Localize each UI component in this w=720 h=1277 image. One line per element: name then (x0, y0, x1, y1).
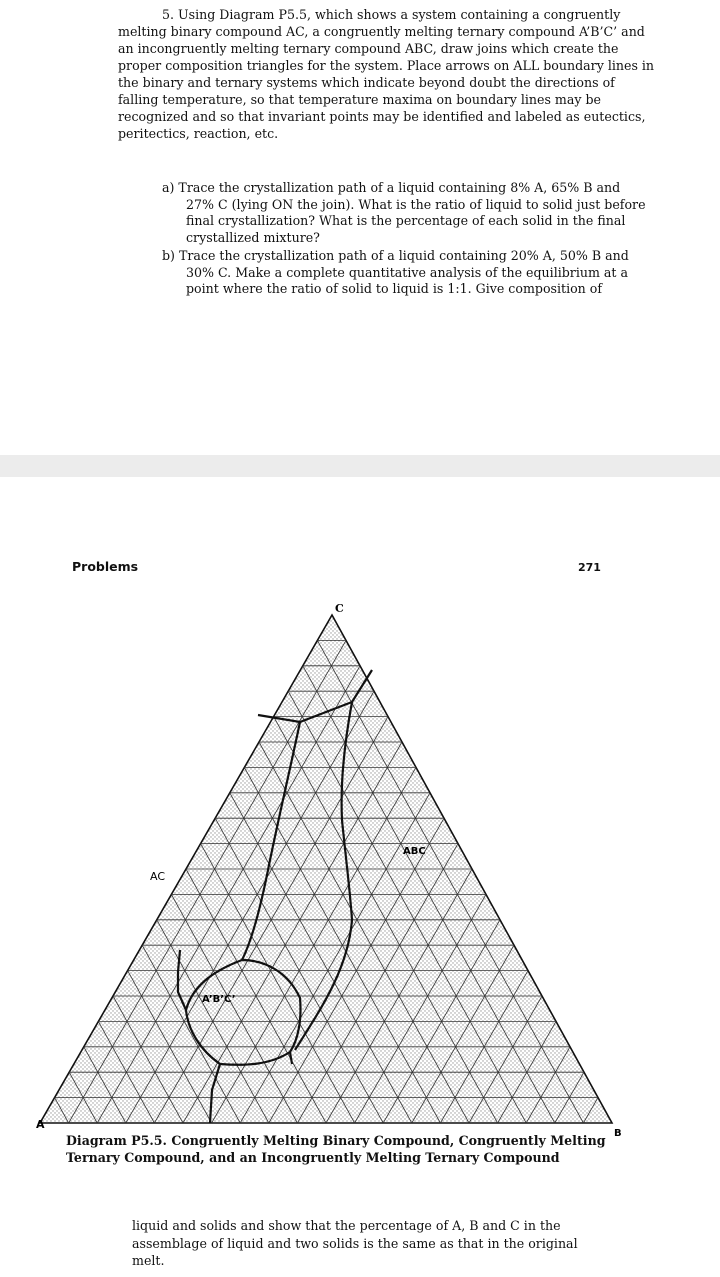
vertex-a-label: A (36, 1118, 45, 1131)
page-number: 271 (578, 561, 601, 574)
ternary-phase-diagram (0, 590, 720, 1150)
compound-ac-label: AC (150, 870, 166, 883)
continued-text (132, 1217, 582, 1270)
page-top (0, 0, 720, 455)
figure-caption: Diagram P5.5. Congruently Melting Binary Compound, Congruently Melting Ternary Compound, and an Incongruently Melting Ternary Compound (66, 1133, 606, 1165)
problem-statement (118, 6, 658, 142)
page-gap (0, 455, 720, 477)
compound-abc-prime-label: A’B’C’ (202, 994, 236, 1005)
running-header: Problems (72, 559, 139, 574)
vertex-c-label: C (335, 602, 344, 615)
problem-text: 5. Using Diagram P5.5, which shows a system containing a congruently melting binary compound AC, a congruently melting ternary compound A’B’C’ and an incongruently melting ternary compound ABC, draw joins which create the proper composition triangles for the system. Place arrows on ALL boundary lines in the binary and ternary systems which indicate beyond doubt the directions of falling temperature, so that temperature maxima on boundary lines may be recognized and so that invariant points may be identified and labeled as eutectics, peritectics, reaction, etc. (118, 7, 655, 141)
compound-abc-label: ABC (403, 846, 426, 857)
question-a: a) Trace the crystallization path of a liquid containing 8% A, 65% B and 27% C (lying ON the join). What is the ratio of liquid to solid just before final crystallization? What is the percentage of each solid in the final crystallized mixture? (162, 180, 646, 245)
vertex-b-label: B (614, 1128, 622, 1139)
question-b: b) Trace the crystallization path of a liquid containing 20% A, 50% B and 30% C. Make a complete quantitative analysis of the equilibrium at a point where the ratio of solid to liquid is 1:1. Give composition of (162, 248, 629, 296)
continued-paragraph: liquid and solids and show that the percentage of A, B and C in the assemblage of liquid and two solids is the same as that in the original melt. (132, 1218, 578, 1268)
sub-questions (162, 180, 652, 300)
